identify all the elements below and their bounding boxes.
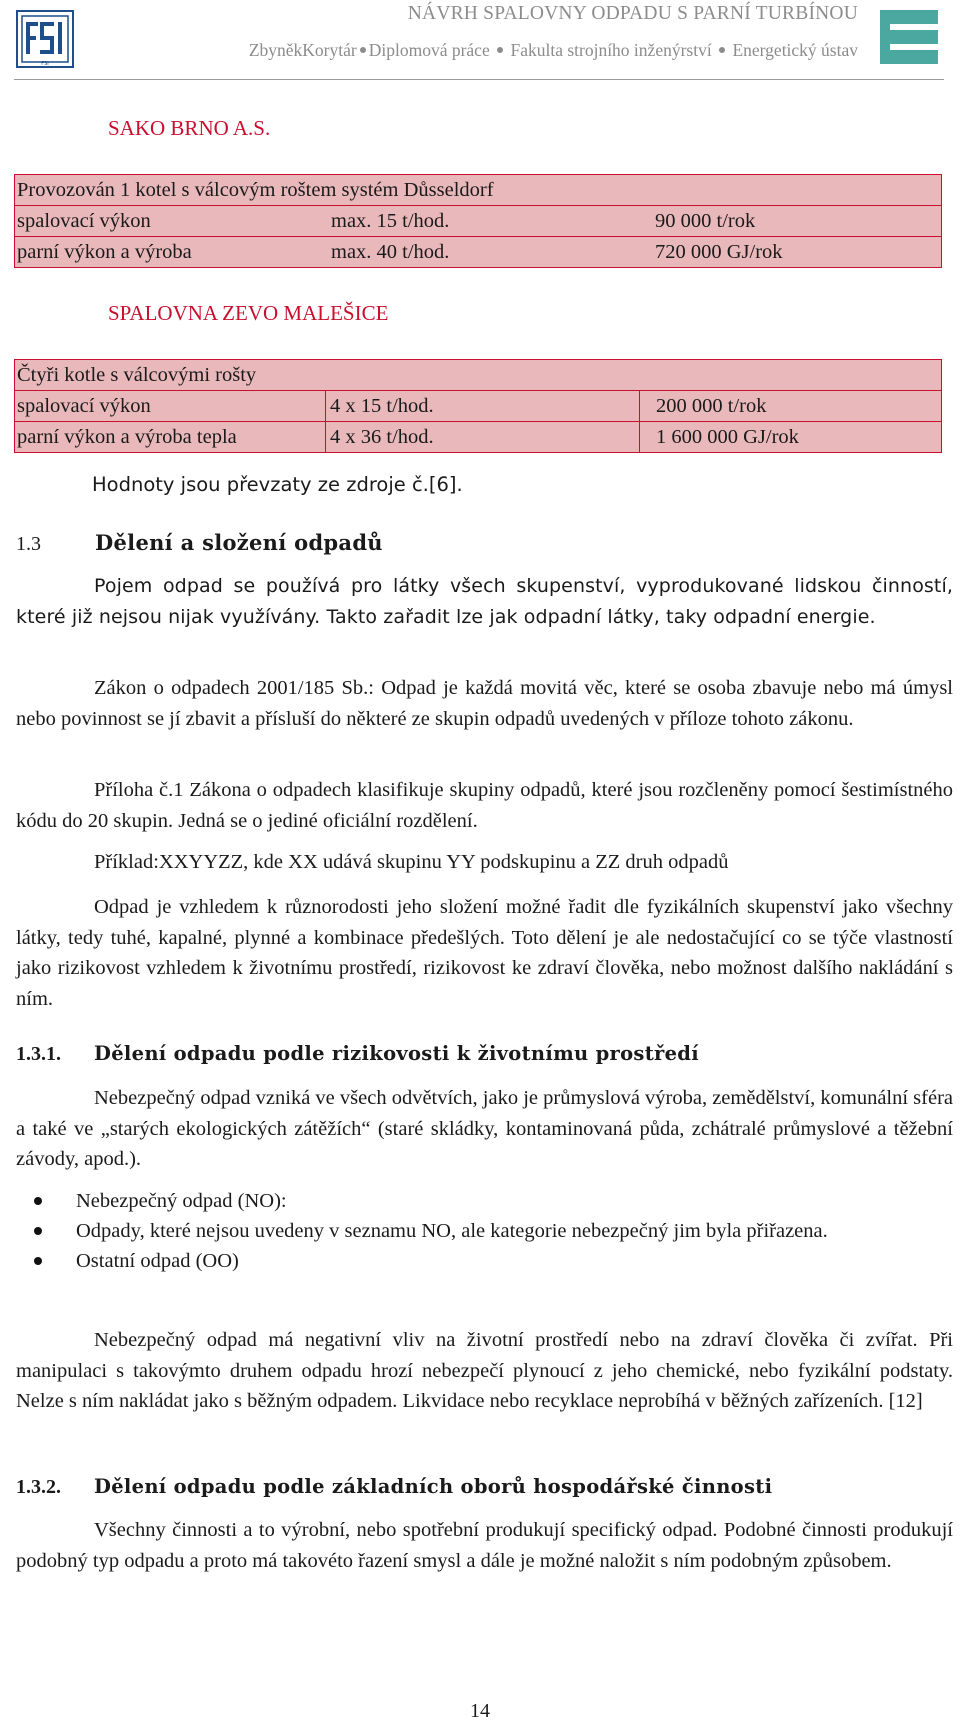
- sako-table: [14, 174, 942, 268]
- table-cell: max. 40 t/hod.: [331, 241, 450, 263]
- table-cell: parní výkon a výroba: [17, 241, 192, 263]
- paragraph: Odpad je vzhledem k různorodosti jeho složení možné řadit dle fyzikálních skupenství jako všechny látky, tedy tuhé, kapalné, plynné a kombinace předešlých. Toto dělení je ale nedostačující co se týče vlastností jako rizikovost vzhledem k životnímu prostředí, rizikovost ke zdraví člověka, nebo možnost dalšího nakládání s ním.: [16, 896, 953, 1010]
- section-number: 1.3.2.: [16, 1476, 61, 1498]
- list-item-text: Odpady, které nejsou uvedeny v seznamu NO, ale kategorie nebezpečný jim byla přiřazena.: [76, 1220, 828, 1242]
- header-faculty: Fakulta strojního inženýrství: [510, 40, 712, 60]
- header-title: NÁVRH SPALOVNY ODPADU S PARNÍ TURBÍNOU: [407, 3, 858, 24]
- table-cell: 4 x 15 t/hod.: [325, 391, 434, 421]
- energy-institute-logo: [880, 8, 938, 66]
- svg-text:FSI: FSI: [41, 61, 49, 67]
- bullet-icon: [34, 1227, 42, 1235]
- table-cell: spalovací výkon: [17, 210, 151, 232]
- header-author: ZbyněkKorytár: [248, 40, 357, 60]
- zevo-heading: SPALOVNA ZEVO MALEŠICE: [108, 301, 389, 325]
- table-cell: Čtyři kotle s válcovými rošty: [17, 364, 257, 386]
- table-cell: 4 x 36 t/hod.: [325, 422, 434, 452]
- table-cell: spalovací výkon: [17, 395, 151, 417]
- separator-dot-icon: [719, 47, 725, 53]
- paragraph: Nebezpečný odpad vzniká ve všech odvětvích, jako je průmyslová výroba, zemědělství, komunální sféra a také ve „starých ekologických zátěžích“ (staré skládky, kontaminovaná půda, zchátralé průmyslové a těžební závody, apod.).: [16, 1087, 954, 1170]
- source-note: Hodnoty jsou převzaty ze zdroje č.[6].: [92, 473, 463, 496]
- zevo-table: [14, 359, 942, 453]
- section-title: Dělení odpadu podle základních oborů hospodářské činnosti: [94, 1475, 773, 1498]
- sako-heading: SAKO BRNO A.S.: [108, 116, 271, 140]
- table-row: [15, 390, 941, 421]
- section-number: 1.3: [16, 533, 41, 555]
- paragraph: Zákon o odpadech 2001/185 Sb.: Odpad je každá movitá věc, které se osoba zbavuje nebo má úmysl nebo povinnost se jí zbavit a přísluší do některé ze skupin odpadů uvedených v příloze tohoto zákonu.: [16, 677, 953, 730]
- paragraph: Pojem odpad se používá pro látky všech skupenství, vyprodukované lidskou činností, které již nejsou nijak využívány. Takto zařadit lze jak odpadní látky, taky odpadní energie.: [16, 575, 953, 628]
- header-thesis-type: Diplomová práce: [368, 40, 490, 60]
- table-cell: 200 000 t/rok: [639, 391, 766, 421]
- table-cell: Provozován 1 kotel s válcovým roštem systém Důsseldorf: [17, 179, 494, 201]
- bullet-icon: [34, 1257, 42, 1265]
- separator-dot-icon: [360, 47, 366, 53]
- table-cell: parní výkon a výroba tepla: [17, 426, 237, 448]
- header-institute: Energetický ústav: [732, 40, 858, 60]
- bullet-list: [16, 1186, 953, 1276]
- page-number: 14: [470, 1700, 490, 1722]
- table-row: [15, 236, 941, 267]
- section-title: Dělení a složení odpadů: [95, 530, 383, 555]
- section-heading: [16, 1475, 772, 1499]
- table-cell: 90 000 t/rok: [655, 210, 756, 232]
- list-item: [16, 1246, 953, 1276]
- header-divider: [14, 79, 944, 80]
- paragraph: Všechny činnosti a to výrobní, nebo spotřební produkují specifický odpad. Podobné činnosti produkují podobný typ odpadu a proto má takovéto řazení smysl a dále je možné naložit s ním podobným způsobem.: [16, 1519, 953, 1572]
- table-row: [15, 421, 941, 452]
- paragraph: Nebezpečný odpad má negativní vliv na životní prostředí nebo na zdraví člověka či zvířat. Při manipulaci s takovýmto druhem odpadu hrozí nebezpečí plynoucí z jeho chemické, nebo fyzikální podstaty. Nelze s ním nakládat jako s běžným odpadem. Likvidace nebo recyklace neprobíhá v běžných zařízeních. [12]: [16, 1329, 953, 1412]
- list-item: [16, 1216, 953, 1246]
- section-title: Dělení odpadu podle rizikovosti k životnímu prostředí: [94, 1042, 699, 1065]
- separator-dot-icon: [497, 47, 503, 53]
- bullet-icon: [34, 1197, 42, 1205]
- section-number: 1.3.1.: [16, 1043, 61, 1065]
- list-item-text: Nebezpečný odpad (NO):: [76, 1190, 287, 1212]
- table-cell: 720 000 GJ/rok: [655, 241, 783, 263]
- list-item-text: Ostatní odpad (OO): [76, 1250, 239, 1272]
- table-row: [15, 175, 941, 205]
- section-heading: [16, 530, 383, 556]
- table-cell: 1 600 000 GJ/rok: [639, 422, 799, 452]
- table-row: [15, 205, 941, 236]
- table-row: [15, 360, 941, 390]
- table-cell: max. 15 t/hod.: [331, 210, 450, 232]
- paragraph: Příklad:XXYYZZ, kde XX udává skupinu YY podskupinu a ZZ druh odpadů: [94, 851, 729, 873]
- list-item: [16, 1186, 953, 1216]
- paragraph: Příloha č.1 Zákona o odpadech klasifikuje skupiny odpadů, které jsou rozčleněny pomocí šestimístného kódu do 20 skupin. Jedná se o jediné oficiální rozdělení.: [16, 779, 953, 832]
- header-subtitle: [0, 40, 858, 61]
- section-heading: [16, 1042, 699, 1066]
